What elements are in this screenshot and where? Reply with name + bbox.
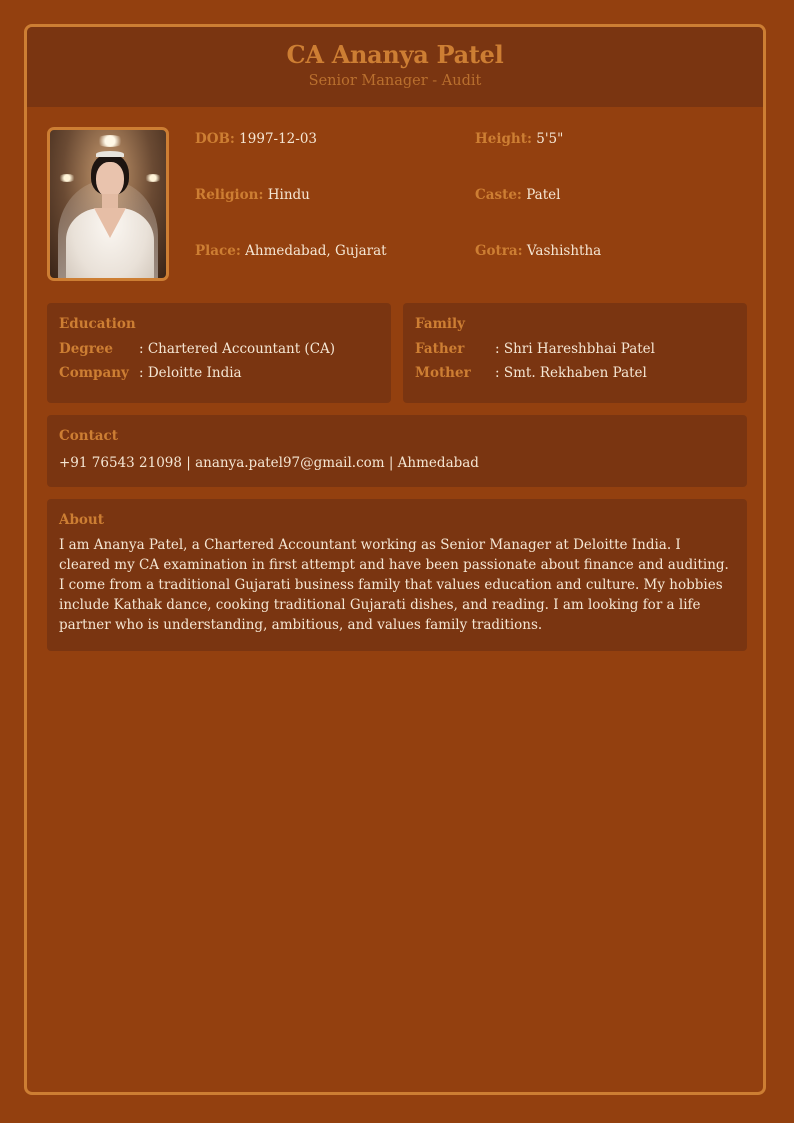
detail-label: Place: xyxy=(195,243,241,259)
contact-text: +91 76543 21098 | ananya.patel97@gmail.com | Ahmedabad xyxy=(59,455,479,471)
row-value: : Chartered Accountant (CA) xyxy=(139,341,336,357)
detail-gotra xyxy=(475,242,601,260)
detail-dob xyxy=(195,130,317,148)
education-row-degree xyxy=(59,337,379,361)
biodata-page xyxy=(24,24,766,1095)
detail-value: Hindu xyxy=(267,187,310,203)
about-card xyxy=(47,499,747,651)
row-value: : Shri Hareshbhai Patel xyxy=(495,341,655,357)
family-row-mother xyxy=(415,361,735,385)
detail-value: Patel xyxy=(526,187,561,203)
face xyxy=(96,162,124,198)
wall-lamp-right xyxy=(144,174,162,182)
detail-religion xyxy=(195,186,310,204)
detail-label: Religion: xyxy=(195,187,264,203)
header xyxy=(27,27,763,107)
row-value: : Deloitte India xyxy=(139,365,242,381)
detail-label: Gotra: xyxy=(475,243,523,259)
row-value: : Smt. Rekhaben Patel xyxy=(495,365,647,381)
profile-subtitle: Senior Manager - Audit xyxy=(308,73,482,89)
detail-value: 1997-12-03 xyxy=(239,131,318,147)
detail-label: Caste: xyxy=(475,187,522,203)
wall-lamp-left xyxy=(58,174,76,182)
detail-place xyxy=(195,242,387,260)
profile-photo xyxy=(47,127,169,281)
family-card xyxy=(403,303,747,403)
profile-name: CA Ananya Patel xyxy=(286,40,504,69)
chandelier-light xyxy=(95,135,125,147)
detail-value: Ahmedabad, Gujarat xyxy=(245,243,387,259)
about-title: About xyxy=(59,512,104,528)
contact-card xyxy=(47,415,747,487)
tiara xyxy=(96,151,124,157)
contact-title: Contact xyxy=(59,428,119,444)
education-row-company xyxy=(59,361,379,385)
profile-section xyxy=(47,127,747,287)
education-title: Education xyxy=(59,316,136,332)
row-key: Father xyxy=(415,341,465,357)
detail-label: Height: xyxy=(475,131,532,147)
row-key: Degree xyxy=(59,341,114,357)
detail-caste xyxy=(475,186,560,204)
education-card xyxy=(47,303,391,403)
family-title: Family xyxy=(415,316,465,332)
family-row-father xyxy=(415,337,735,361)
detail-height xyxy=(475,130,563,148)
detail-value: 5'5" xyxy=(536,131,564,147)
row-key: Company xyxy=(59,365,129,381)
detail-label: DOB: xyxy=(195,131,235,147)
about-text: I am Ananya Patel, a Chartered Accountant working as Senior Manager at Deloitte India. I cleared my CA examination in first attempt and have been passionate about finance and auditing. I come from a traditional Gujarati business family that values education and culture. My hobbies include Kathak dance, cooking traditional Gujarati dishes, and reading. I am looking for a life partner who is understanding, ambitious, and values family traditions. xyxy=(59,537,729,633)
row-key: Mother xyxy=(415,365,471,381)
detail-value: Vashishtha xyxy=(526,243,602,259)
